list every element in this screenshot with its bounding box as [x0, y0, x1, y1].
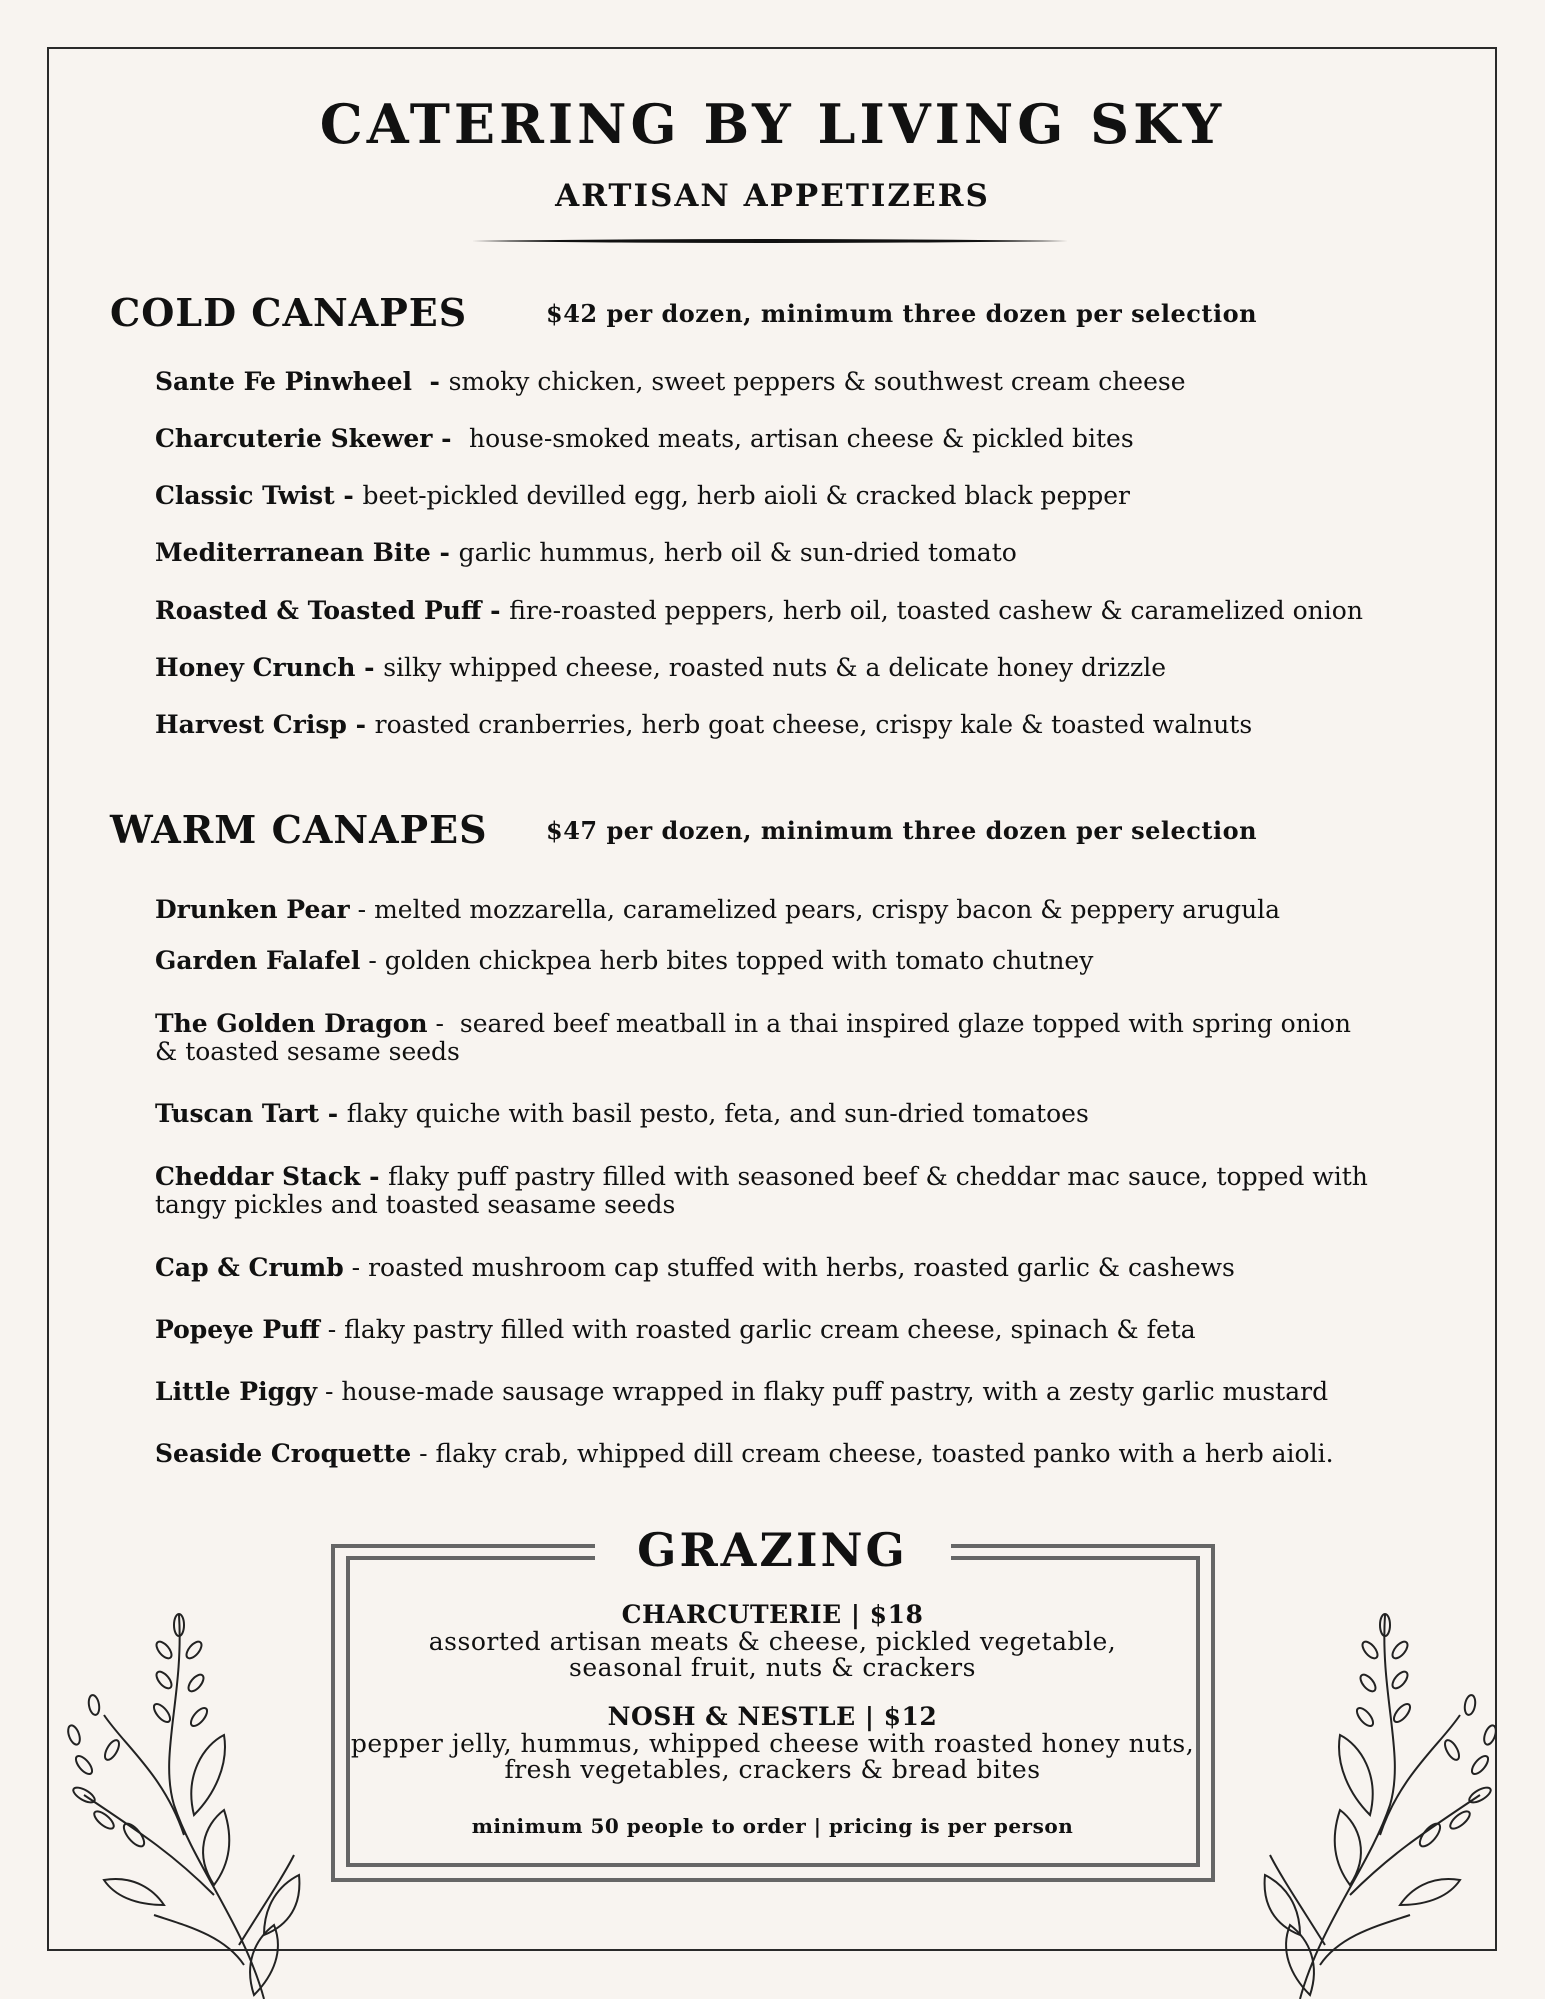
grazing-option-name: NOSH & NESTLE | $12: [607, 1702, 938, 1731]
grazing-note: minimum 50 people to order | pricing is per person: [471, 1814, 1074, 1838]
item-separator: -: [346, 710, 375, 739]
item-name: The Golden Dragon: [155, 1009, 428, 1038]
warm-item: [155, 1378, 1370, 1406]
item-description: golden chickpea herb bites topped with tomato chutney: [384, 946, 1094, 975]
item-name: Drunken Pear: [155, 895, 350, 924]
item-description: flaky pastry filled with roasted garlic cream cheese, spinach & feta: [344, 1315, 1196, 1344]
grazing-option-line: pepper jelly, hummus, whipped cheese with roasted honey nuts,: [350, 1729, 1195, 1758]
item-separator: -: [360, 946, 385, 975]
cold-item: [155, 482, 1370, 510]
item-separator: -: [319, 1315, 345, 1344]
item-description: roasted cranberries, herb goat cheese, crispy kale & toasted walnuts: [374, 710, 1253, 739]
cold-item: [155, 654, 1370, 682]
cold-item: [155, 711, 1370, 739]
cold-item: [155, 425, 1370, 453]
item-separator: -: [317, 1377, 342, 1406]
item-name: Cheddar Stack: [155, 1162, 361, 1191]
warm-item: [155, 1010, 1370, 1066]
item-description: roasted mushroom cap stuffed with herbs, roasted garlic & cashews: [368, 1253, 1235, 1282]
right-leaf-sprig-illustration: [1240, 1605, 1500, 1999]
grazing-option-line: assorted artisan meats & cheese, pickled vegetable,: [428, 1627, 1117, 1656]
warm-item: [155, 1254, 1370, 1282]
warm-canapes-heading: WARM CANAPES: [110, 807, 488, 852]
cold-canapes-heading: COLD CANAPES: [110, 290, 468, 335]
warm-item: [155, 1440, 1370, 1468]
item-description: smoky chicken, sweet peppers & southwest cream cheese: [448, 367, 1186, 396]
item-name: Charcuterie Skewer: [155, 424, 433, 453]
cold-item: [155, 539, 1370, 567]
grazing-option-name: CHARCUTERIE | $18: [621, 1600, 924, 1629]
grazing-option-line: fresh vegetables, crackers & bread bites: [504, 1755, 1041, 1784]
title-divider: [470, 236, 1070, 246]
item-description: flaky quiche with basil pesto, feta, and sun-dried tomatoes: [346, 1099, 1089, 1128]
warm-item: [155, 1100, 1370, 1128]
item-separator: -: [343, 1253, 369, 1282]
item-name: Harvest Crisp: [155, 710, 347, 739]
warm-canapes-price: $47 per dozen, minimum three dozen per selection: [546, 816, 1258, 845]
page-title: CATERING BY LIVING SKY: [319, 92, 1226, 156]
item-description: silky whipped cheese, roasted nuts & a delicate honey drizzle: [383, 653, 1167, 682]
item-name: Garden Falafel: [155, 946, 361, 975]
item-separator: -: [411, 1439, 436, 1468]
item-description: fire-roasted peppers, herb oil, toasted cashew & caramelized onion: [509, 596, 1363, 625]
warm-item: [155, 1163, 1370, 1219]
item-separator: -: [334, 481, 363, 510]
cold-item: [155, 597, 1370, 625]
item-description: seared beef meatball in a thai inspired glaze topped with spring onion & toasted sesame seeds: [155, 1009, 1351, 1066]
left-leaf-sprig-illustration: [64, 1605, 324, 1999]
item-separator: -: [430, 538, 459, 567]
page-subtitle: ARTISAN APPETIZERS: [555, 178, 990, 214]
item-description: melted mozzarella, caramelized pears, crispy bacon & peppery arugula: [374, 895, 1281, 924]
cold-item: [155, 368, 1370, 396]
item-name: Sante Fe Pinwheel: [155, 367, 421, 396]
item-separator: -: [319, 1099, 347, 1128]
grazing-heading: GRAZING: [637, 1523, 908, 1577]
warm-item: [155, 1316, 1370, 1344]
item-name: Cap & Crumb: [155, 1253, 344, 1282]
cold-canapes-price: $42 per dozen, minimum three dozen per selection: [546, 299, 1258, 328]
item-description: flaky puff pastry filled with seasoned beef & cheddar mac sauce, topped with tangy pickles and toasted seasame seeds: [155, 1162, 1368, 1219]
item-name: Honey Crunch: [155, 653, 356, 682]
item-name: Seaside Croquette: [155, 1439, 412, 1468]
grazing-option-line: seasonal fruit, nuts & crackers: [569, 1653, 976, 1682]
item-description: beet-pickled devilled egg, herb aioli & cracked black pepper: [362, 481, 1130, 510]
item-description: house-smoked meats, artisan cheese & pickled bites: [468, 424, 1134, 453]
item-separator: -: [481, 596, 510, 625]
warm-item: [155, 896, 1370, 924]
item-description: house-made sausage wrapped in flaky puff pastry, with a zesty garlic mustard: [341, 1377, 1329, 1406]
item-name: Classic Twist: [155, 481, 335, 510]
item-name: Roasted & Toasted Puff: [155, 596, 482, 625]
item-separator: -: [349, 895, 375, 924]
item-separator: -: [432, 424, 469, 453]
item-name: Mediterranean Bite: [155, 538, 431, 567]
warm-item: [155, 947, 1370, 975]
item-name: Popeye Puff: [155, 1315, 320, 1344]
item-separator: -: [360, 1162, 389, 1191]
item-description: flaky crab, whipped dill cream cheese, toasted panko with a herb aioli.: [435, 1439, 1334, 1468]
item-description: garlic hummus, herb oil & sun-dried tomato: [458, 538, 1017, 567]
item-separator: -: [420, 367, 449, 396]
item-separator: -: [355, 653, 384, 682]
item-name: Tuscan Tart: [155, 1099, 319, 1128]
item-separator: -: [427, 1009, 460, 1038]
item-name: Little Piggy: [155, 1377, 318, 1406]
